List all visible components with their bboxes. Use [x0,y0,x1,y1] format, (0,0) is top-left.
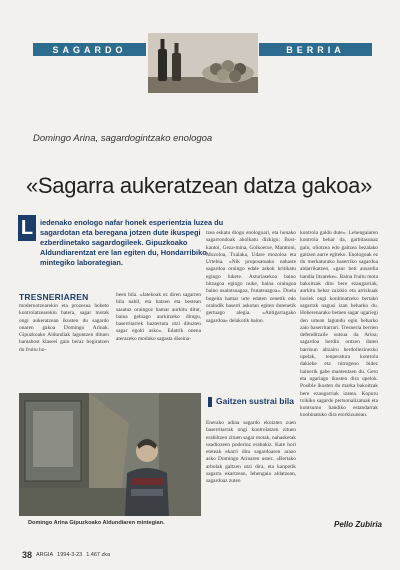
column-4 [300,230,378,420]
photo-caption: Domingo Arina Gipuzkoako Aldundiaren mintegian. [28,520,165,526]
page-footer [22,550,110,560]
author-signature: Pello Zubiria [334,520,383,529]
column-2-text: been bila. «Jatekoak ez diren sagarren bila nabil, eta batzen eta bestean sasatuz oraingoz hamar aurkitu ditut, baina gehiago aurkitzeko ditugu, baserritarrek baztertuta utzi dituzten sagar egoki asko». Edatrik onena aterazeko moduko sagasta diseina- [116,292,201,342]
column-3-box [206,420,296,486]
issue-date: 1994-3-23 [57,552,83,558]
column-4-text: kontrola galdu dute». Lehengaiaren kontrola behar da, garbitasunaz gain, oliotzea edo gaitzea bezalako gaitzen aurre egiteko. Enologoak ez du merkaturako baserriko sagardoa aldarrikatzen, «gaur beti ausardia handia litzateke». Baina fruitu mota bakoitzak ditu bere ezaugarriak, aurkitu behar zaizkio eta arriskuak horiek ongi konbinatzeko bertako sagarrak nagusi izan beharko du. Hoberenarako bemen sagar ugariegi den urtean lagundu egin beharko zaio baserritarrari. Tresneria berrien defenditzaile sutsua da Arina; sagardoa berdin ontzen duten barrisun altzairu herdoilezinezko upelak, tenperatura kontrola dakieke eta nitrogeno bidez hainerik gabe mantentzen du. Gero eta ugariago ikusten dira upelok. Posible ikusten du marka bakoitzak bere ezaugarriak izatea. Kopuru txikiko sagardo pertsonalizatuak eta kontsumo handiko estandarrak konbinatuko dira etorkizunean. [300,230,378,419]
issue-number: 1.467 zka [86,552,111,558]
section-label-right: BERRIA [286,44,345,55]
section-bar-right [259,43,372,56]
magazine-name: ARGIA [36,552,54,558]
section-heading: TRESNERIAREN [19,292,89,302]
column-3-box-text: Enerako adina sagardo ekoizten zuen baserritarrak ongi kontrolatzen zituen erabiltzen zituen sagar motak, nahasketak usadiozeen poderioz erabakiz. Kate hori eteteak ekarri ditu sagardoaren arazo asko Domingo Arinaren ustez. «Bertako arbolak galtzen utzi dira, eta kanpotik sagarra ekartzean, lehengaia aldatzean, sagardoaz zuten [206,420,296,485]
kicker: Domingo Arina, sagardogintzako enologoa [33,133,213,144]
page-number: 38 [22,550,33,560]
column-1-text: modernotzearekin eta prozesua hobeto kontrolatzearekin batera, sagar motak ongi aukeratzean ikusten du sagardo onaren gakoa Domingo Arinak. Gipuzkoako Aldundiak laguntzen dituen hamabost klaseei gain beraz begiratzen du fruitu ho- [19,303,109,353]
section-bar-left [33,43,146,56]
column-3 [206,230,296,325]
intro-paragraph: iedenako enologo nafar honek esperientzia luzea du sagardotan eta beregana jotzen dute ikuspegi ezberdinetako sagardogileek. Gipuzkoako Aldundiarentzat ere lan egiten du, Hondarribiko mintegiko laborategian. [40,218,224,268]
column-3-text: tzea eskatu diogu enologoari, eta honako sagarrondoak aholkatu dizkigu: Bost-kantoi, Geza-mina, Goikoetxe, Manttoni, Mozoloa, Txalaka, Udare mozoloa eta Urtebia. «Nik proposatuako nahaste sagardoa oraingo edale askok kritikatu egingo lukete. Asturiasekoa baino hitzagoa egingo nuke, baina oraingoa baino usaintsuagoa, frutatsuagoa». Duela bogeita hamar urte edaten zenetik edo oraindik baserri askotan egiten dutenetik gertuago alegia. «Antigarragako sagardoa» delakotik baino. [206,230,296,324]
header-photo [148,33,258,93]
section-label-left: SAGARDO [52,44,127,55]
column-2 [116,292,201,343]
headline: «Sagarra aukeratzean datza gakoa» [26,173,373,198]
column-1 [19,303,109,354]
drop-cap: L [18,215,36,241]
cider-bottles-illustration [148,33,258,93]
portrait-illustration [19,393,201,516]
box-heading: Gaitzen sustrai bila [208,397,296,407]
main-photo [19,393,201,516]
